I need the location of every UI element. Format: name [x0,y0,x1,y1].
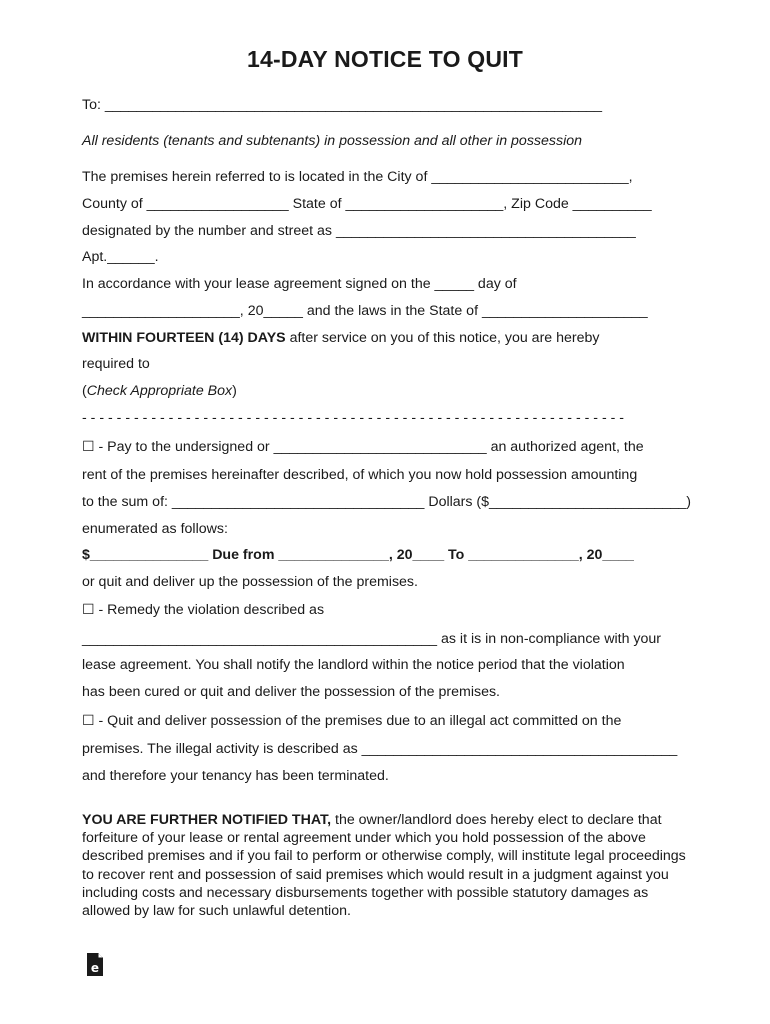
residents-line: All residents (tenants and subtenants) in possession and all other in possession [82,133,583,149]
county-line: County of __________________ State of ____________________, Zip Code __________ [82,196,652,212]
notify-line: lease agreement. You shall notify the landlord within the notice period that the violation [82,657,625,673]
enumerated-line: enumerated as follows: [82,521,228,537]
pay-checkbox[interactable]: ☐ [82,438,95,454]
page-title: 14-DAY NOTICE TO QUIT [247,46,523,72]
svg-text:e: e [90,961,100,975]
terminated-line: and therefore your tenancy has been terminated. [82,768,389,784]
further-notice-paragraph [82,811,688,920]
remedy-checkbox[interactable]: ☐ [82,601,95,617]
dash-separator: - - - - - - - - - - - - - - - - - - - - - - - - - - - - - - - - - - - - - - - - - - - - - - - - - - - - - - - - - - - - - - - [82,410,625,426]
within-rest: after service on you of this notice, you are hereby [285,330,600,346]
pay-line: - Pay to the undersigned or ___________________________ an authorized agent, the [94,439,644,455]
check-close: ) [232,383,237,399]
illegal-line: - Quit and deliver possession of the premises due to an illegal act committed on the [94,713,622,729]
noncompliance-line: _____________________________________________ as it is in non-compliance with your [82,631,662,647]
further-bold: YOU ARE FURTHER NOTIFIED THAT, [82,812,332,828]
required-line: required to [82,356,150,372]
to-line: To: _______________________________________________________________ [82,97,602,113]
street-line: designated by the number and street as ______________________________________ [82,223,636,239]
further-rest: the owner/landlord does hereby elect to declare that forfeiture of your lease or rental agreement under which you hold possession of the above described premises and if you fail to perform or otherwise comply, will institute legal proceedings to recover rent and possession of said premises which would result in a judgment against you including costs and necessary disbursements together with possible statutory damages as allowed by law for such unlawful detention. [82,812,686,920]
laws-line: ____________________, 20_____ and the laws in the State of _____________________ [82,303,648,319]
illegal-option [82,712,688,730]
remedy-option [82,601,688,619]
city-line: The premises herein referred to is located in the City of _________________________, [82,169,633,185]
apt-line: Apt.______. [82,249,159,265]
lease-line: In accordance with your lease agreement signed on the _____ day of [82,276,517,292]
quit-line: or quit and deliver up the possession of the premises. [82,574,418,590]
due-line: $_______________ Due from ______________, 20____ To ______________, 20____ [82,547,634,563]
remedy-line: - Remedy the violation described as [94,602,325,618]
pay-option [82,438,688,456]
cured-line: has been cured or quit and deliver the possession of the premises. [82,684,500,700]
rent-line: rent of the premises hereinafter described, of which you now hold possession amounting [82,467,638,483]
within-bold: WITHIN FOURTEEN (14) DAYS [82,330,286,346]
check-line [82,383,688,400]
check-open: ( [82,383,87,399]
check-instruction: Check Appropriate Box [86,383,233,399]
document-logo-icon [86,952,104,977]
sum-line: to the sum of: ________________________________ Dollars ($_________________________) [82,494,692,510]
illegal-checkbox[interactable]: ☐ [82,712,95,728]
within-line [82,330,688,347]
activity-line: premises. The illegal activity is described as ________________________________________ [82,741,678,757]
